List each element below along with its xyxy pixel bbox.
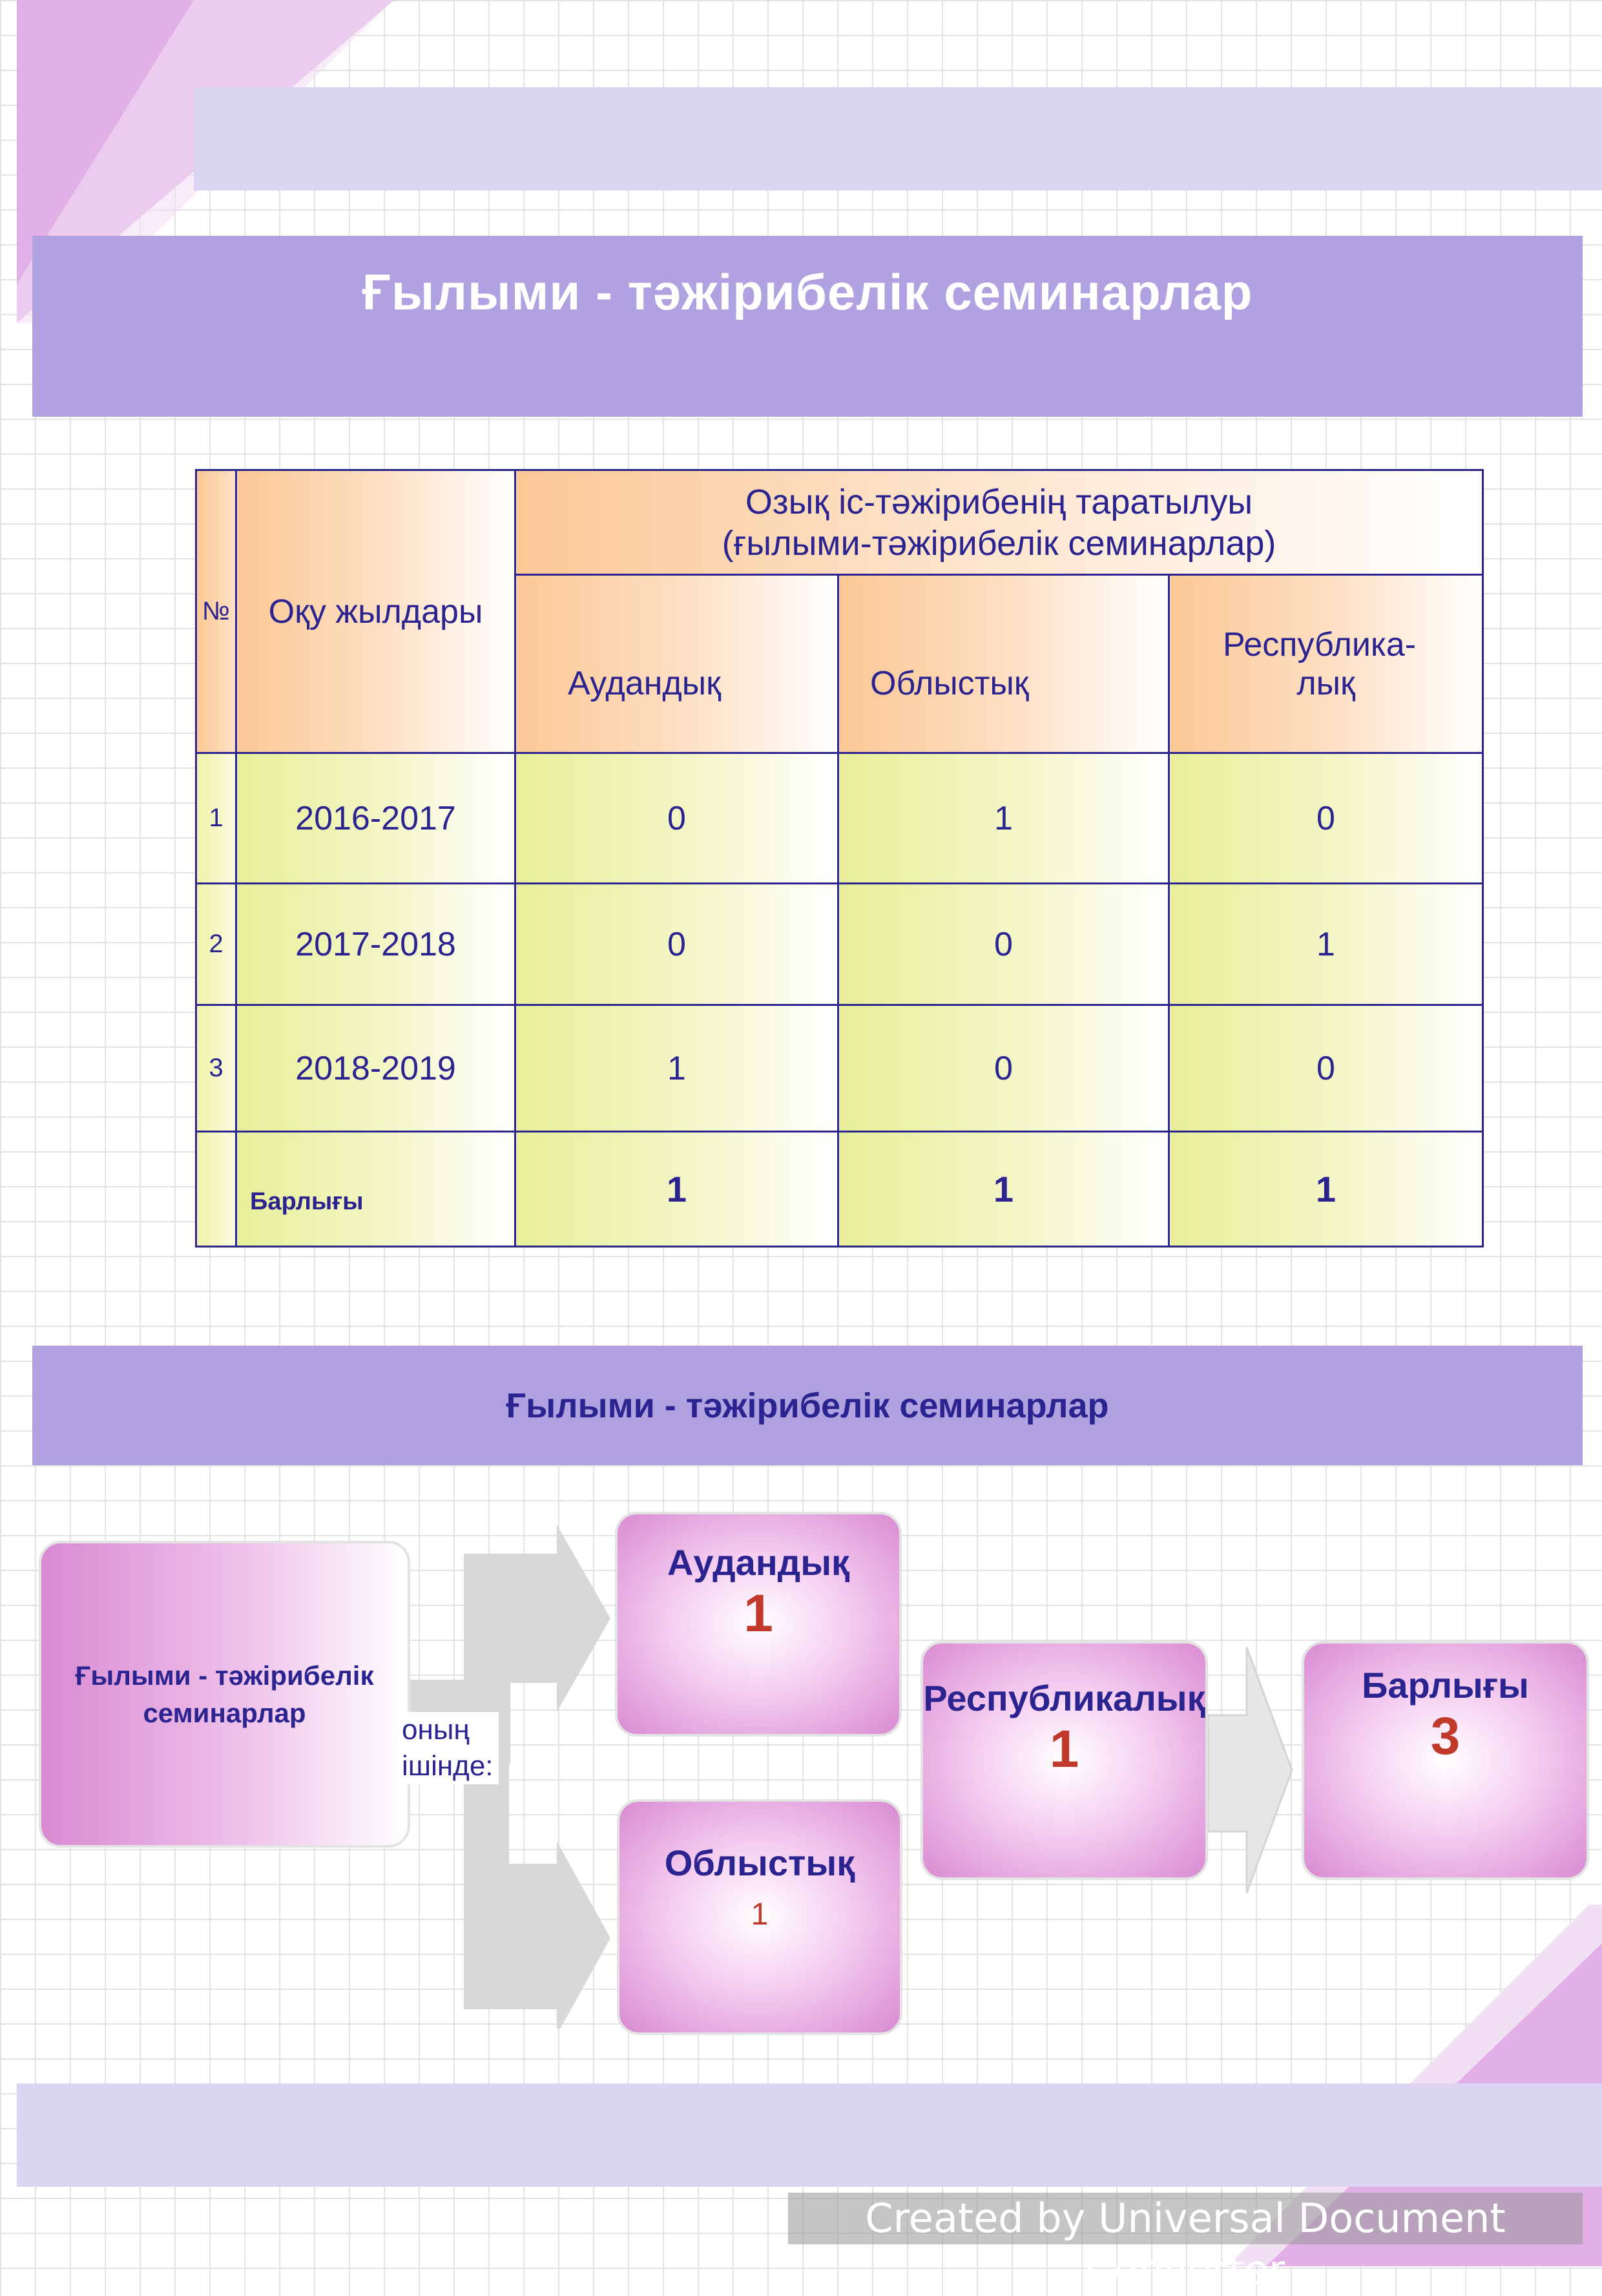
total-box-label: Барлығы	[1362, 1665, 1529, 1706]
seminars-table	[195, 469, 1484, 1247]
diagram-title: Ғылыми - тәжірибелік семинарлар	[506, 1386, 1109, 1425]
regional-header-label: Облыстық	[870, 664, 1029, 702]
fork-arrow-lower	[464, 1841, 610, 2029]
table-total-row	[196, 1132, 1483, 1247]
diagram-title-banner	[32, 1346, 1583, 1465]
district-box	[615, 1512, 902, 1737]
table-header-group	[515, 470, 1483, 575]
table-row	[196, 884, 1483, 1005]
republic-value: 1	[1049, 1720, 1079, 1779]
republic-box	[921, 1641, 1208, 1880]
row-num: 1	[196, 753, 236, 884]
row-republic: 0	[1169, 753, 1483, 884]
total-box-value: 3	[1430, 1707, 1461, 1766]
row-district: 0	[515, 884, 838, 1005]
table-row	[196, 1005, 1483, 1132]
table-header-regional	[838, 575, 1169, 753]
row-year: 2018-2019	[236, 1005, 515, 1132]
watermark: Created by Universal Document Converter	[788, 2193, 1583, 2244]
regional-box	[617, 1799, 902, 2035]
page-title-banner	[32, 236, 1583, 417]
total-label: Барлығы	[236, 1132, 515, 1247]
total-republic: 1	[1169, 1132, 1483, 1247]
group-header-line2: (ғылыми-тәжірибелік семинарлар)	[722, 523, 1276, 563]
total-arrow	[1208, 1647, 1292, 1893]
row-regional: 1	[838, 753, 1169, 884]
republic-header-line2: лық	[1296, 664, 1355, 702]
total-box	[1302, 1641, 1589, 1880]
of-which-label	[402, 1712, 499, 1784]
row-regional: 0	[838, 884, 1169, 1005]
row-year: 2016-2017	[236, 753, 515, 884]
row-district: 0	[515, 753, 838, 884]
row-year: 2017-2018	[236, 884, 515, 1005]
source-line1: Ғылыми - тәжірибелік	[75, 1660, 374, 1691]
total-regional: 1	[838, 1132, 1169, 1247]
row-regional: 0	[838, 1005, 1169, 1132]
row-num: 3	[196, 1005, 236, 1132]
total-num-cell	[196, 1132, 236, 1247]
table-header-num: №	[196, 470, 236, 753]
district-header-label: Аудандық	[568, 664, 721, 702]
bottom-band	[17, 2083, 1602, 2187]
table-header-republic	[1169, 575, 1483, 753]
row-republic: 1	[1169, 884, 1483, 1005]
regional-value: 1	[751, 1897, 769, 1932]
row-district: 1	[515, 1005, 838, 1132]
group-header-line1: Озық іс-тәжірибенің таратылуы	[745, 482, 1253, 521]
regional-label: Облыстық	[664, 1842, 855, 1883]
row-num: 2	[196, 884, 236, 1005]
of-which-line1: оның	[402, 1714, 470, 1746]
district-value: 1	[744, 1584, 773, 1643]
table-header-district	[515, 575, 838, 753]
top-band	[194, 87, 1602, 191]
republic-label: Республикалық	[923, 1678, 1205, 1718]
district-label: Аудандық	[667, 1542, 850, 1583]
table-header-years: Оқу жылдары	[236, 470, 515, 753]
page-title: Ғылыми - тәжірибелік семинарлар	[362, 264, 1253, 320]
row-republic: 0	[1169, 1005, 1483, 1132]
of-which-line2: ішінде:	[402, 1750, 494, 1782]
table-row	[196, 753, 1483, 884]
total-district: 1	[515, 1132, 838, 1247]
republic-header-line1: Республика-	[1222, 625, 1417, 663]
source-box	[39, 1541, 410, 1848]
source-line2: семинарлар	[143, 1697, 306, 1728]
